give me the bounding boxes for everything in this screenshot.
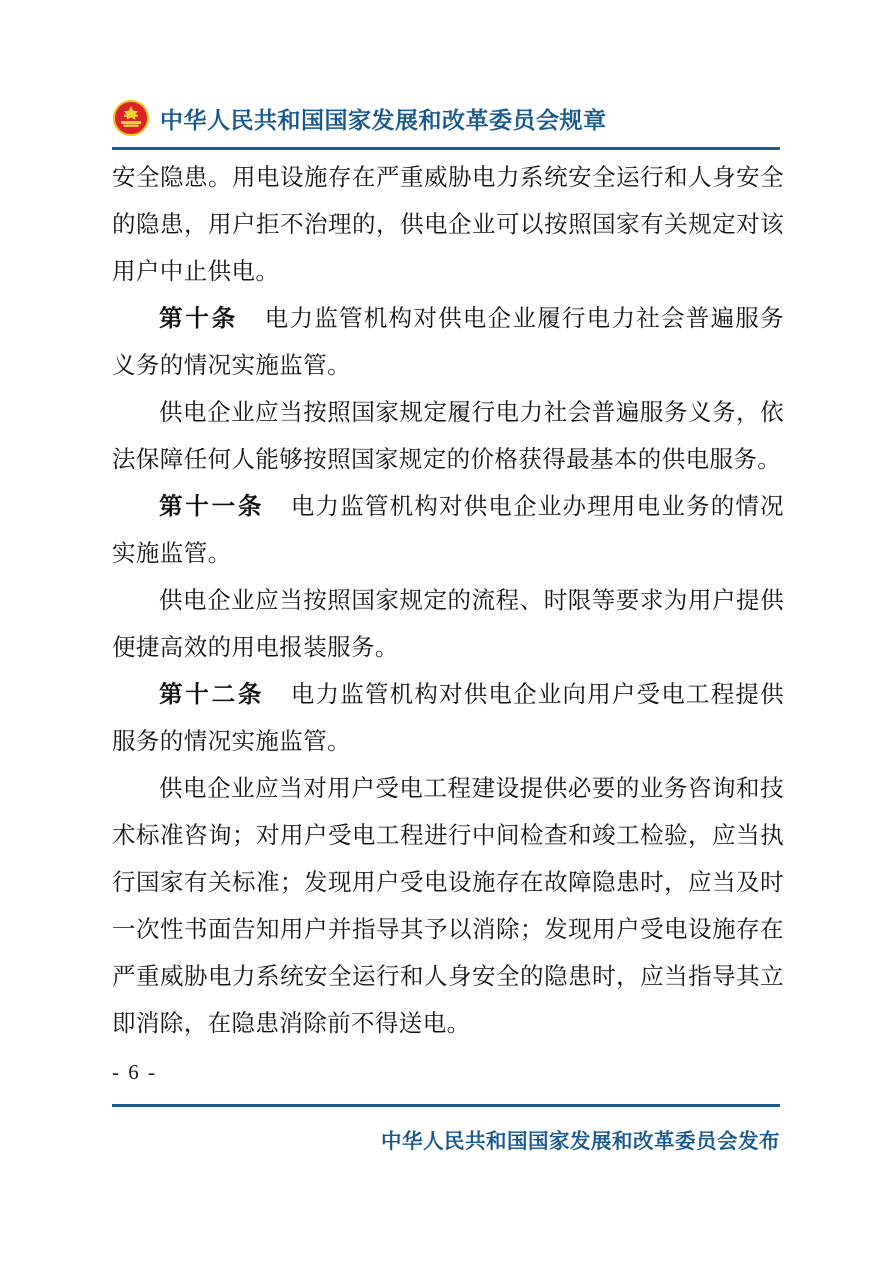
paragraph-continued (112, 155, 784, 296)
article-label: 第十条 (159, 306, 239, 332)
paragraph-text: 电力监管机构对供电企业履行电力社会普遍服务义务的情况实施监管。 (112, 306, 784, 379)
document-body (112, 155, 784, 1048)
paragraph-article-11-clause-2 (112, 578, 784, 672)
footer-divider (112, 1104, 780, 1107)
paragraph-text: 安全隐患。用电设施存在严重威胁电力系统安全运行和人身安全的隐患，用户拒不治理的，供电企业可以按照国家有关规定对该用户中止供电。 (112, 165, 784, 285)
document-header (112, 92, 780, 144)
paragraph-article-12 (112, 672, 784, 766)
page-number: - 6 - (112, 1060, 157, 1084)
header-divider (112, 147, 780, 150)
paragraph-text: 电力监管机构对供电企业办理用电业务的情况实施监管。 (112, 494, 785, 567)
footer-issuer: 中华人民共和国国家发展和改革委员会发布 (381, 1130, 780, 1153)
paragraph-text: 电力监管机构对供电企业向用户受电工程提供服务的情况实施监管。 (112, 682, 785, 755)
paragraph-article-10-clause-2 (112, 390, 784, 484)
article-label: 第十二条 (159, 682, 265, 708)
article-label: 第十一条 (159, 494, 265, 520)
paragraph-text: 供电企业应当对用户受电工程建设提供必要的业务咨询和技术标准咨询；对用户受电工程进行中间检查和竣工检验，应当执行国家有关标准；发现用户受电设施存在故障隐患时，应当及时一次性书面告知用户并指导其予以消除；发现用户受电设施存在严重威胁电力系统安全运行和人身安全的隐患时，应当指导其立即消除，在隐患消除前不得送电。 (112, 776, 784, 1037)
paragraph-article-10 (112, 296, 784, 390)
paragraph-text: 供电企业应当按照国家规定的流程、时限等要求为用户提供便捷高效的用电报装服务。 (112, 588, 784, 661)
header-title: 中华人民共和国国家发展和改革委员会规章 (160, 106, 607, 133)
paragraph-text: 供电企业应当按照国家规定履行电力社会普遍服务义务，依法保障任何人能够按照国家规定的价格获得最基本的供电服务。 (112, 400, 784, 473)
paragraph-article-11 (112, 484, 784, 578)
paragraph-article-12-clause-2 (112, 766, 784, 1048)
national-emblem-icon (112, 99, 150, 137)
